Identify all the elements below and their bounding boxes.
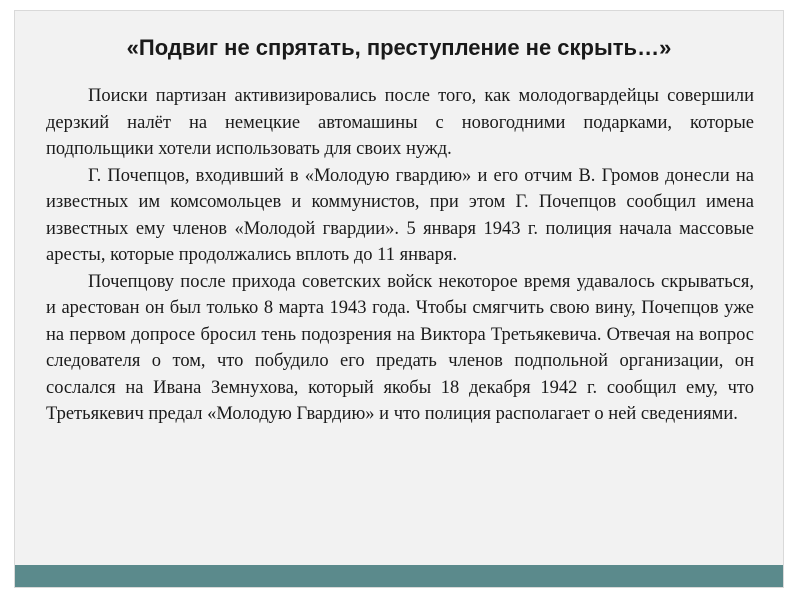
paragraph-1: Поиски партизан активизировались после того, как молодогвардейцы совершили дерзкий налёт на немецкие автомашины с новогодними подарками, которые подпольщики хотели использовать для своих нужд.	[46, 86, 754, 159]
slide	[14, 10, 784, 588]
paragraph-2: Г. Почепцов, входивший в «Молодую гвардию» и его отчим В. Громов донесли на известных им комсомольцев и коммунистов, при этом Г. Почепцов сообщил имена известных ему членов «Молодой гвардии». 5 января 1943 г. полиция начала массовые аресты, которые продолжались вплоть до 11 января.	[46, 165, 754, 265]
paragraph-3: Почепцову после прихода советских войск некоторое время удавалось скрываться, и арестован он был только 8 марта 1943 года. Чтобы смягчить свою вину, Почепцов уже на первом допросе бросил тень подозрения на Виктора Третьякевича. Отвечая на вопрос следователя о том, что побудило его предать членов подпольной организации, он сослался на Ивана Земнухова, который якобы 18 декабря 1942 г. сообщил ему, что Третьякевич предал «Молодую Гвардию» и что полиция располагает о ней сведениями.	[46, 271, 754, 424]
footer-band	[15, 565, 783, 587]
slide-title: «Подвиг не спрятать, преступление не скрыть…»	[126, 35, 672, 60]
slide-body	[46, 83, 754, 428]
